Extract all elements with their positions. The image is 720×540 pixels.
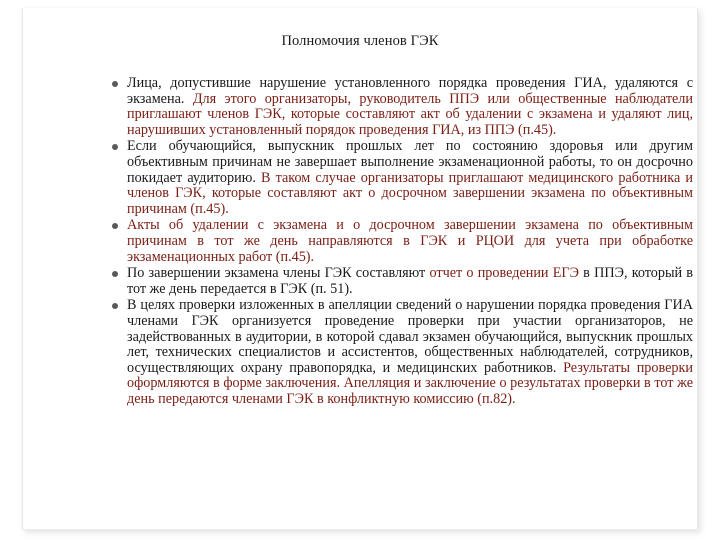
bullet-icon	[112, 81, 118, 87]
slide-title: Полномочия членов ГЭК	[281, 33, 439, 49]
item-text-emphasis: отчет о проведении ЕГЭ	[429, 265, 579, 282]
list-item	[127, 139, 693, 217]
bullet-list	[127, 76, 693, 407]
item-text-emphasis: Акты об удалении с экзамена и о досрочном завершении экзамена по объективным причинам в тот же день направляются в ГЭК и РЦОИ для учета при обработке экзаменационных работ (п.45).	[127, 217, 693, 265]
item-text: Если обучающийся, выпускник прошлых лет по состоянию здоровья или другим объективным причинам не завершает выполнение экзаменационной работы, то он досрочно покидает аудиторию.	[127, 138, 693, 186]
item-text-emphasis: Результаты проверки оформляются в форме заключения. Апелляция и заключение о результатах проверки в тот же день передаются членами ГЭК в конфликтную комиссию (п.82).	[127, 359, 693, 407]
list-item	[127, 76, 693, 138]
item-text: Лица, допустившие нарушение установленного порядка проведения ГИА, удаляются с экзамена.	[127, 75, 693, 107]
item-text: В целях проверки изложенных в апелляции сведений о нарушении порядка проведения ГИА членами ГЭК организуется проведение проверки при участии организаторов, не задействованных в аудитории, в которой сдавал экзамен обучающийся, выпускник прошлых лет, технических специалистов и ассистентов, общественных наблюдателей, сотрудников, осуществляющих охрану правопорядка, и медицинских работников.	[127, 297, 693, 376]
item-text-emphasis: В таком случае организаторы приглашают медицинского работника и членов ГЭК, которые составляют акт о досрочном завершении экзамена по объективным причинам (п.45).	[127, 169, 693, 217]
list-item	[127, 218, 693, 265]
list-item	[127, 298, 693, 407]
list-item	[127, 266, 693, 297]
item-text-emphasis: Для этого организаторы, руководитель ППЭ или общественные наблюдатели приглашают членов ГЭК, которые составляют акт об удалении с экзамена и удаляют лиц, нарушивших установленный порядок проведения ГИА, из ППЭ (п.45).	[127, 90, 693, 138]
item-text: в ППЭ, который в тот же день передается в ГЭК (п. 51).	[127, 265, 694, 297]
item-text: По завершении экзамена члены ГЭК составляют	[127, 265, 430, 282]
